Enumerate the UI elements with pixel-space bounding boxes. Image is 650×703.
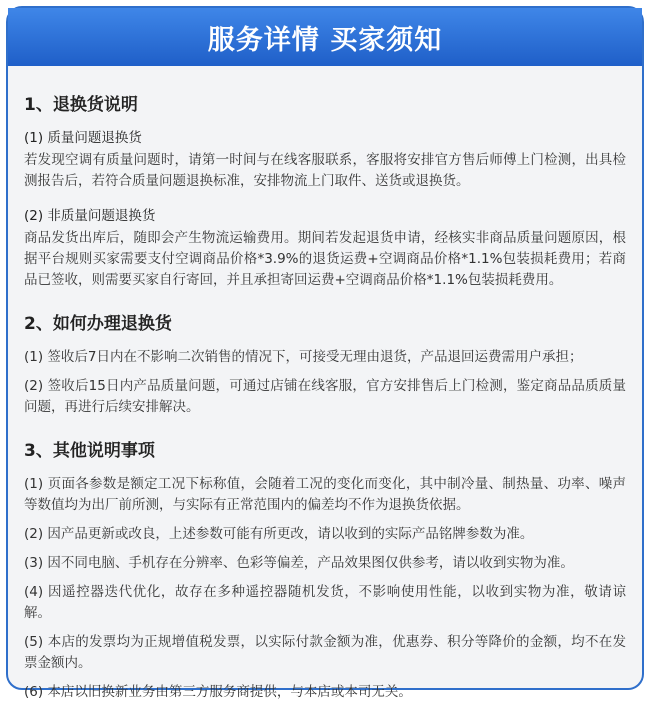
list-item: (4) 因遥控器迭代优化，故存在多种遥控器随机发货，不影响使用性能，以收到实物为准，敬请谅解。 [24,584,626,621]
header-banner [8,8,642,66]
section-return-policy [24,94,626,291]
section-other-notes [24,440,626,703]
list-item: (6) 本店以旧换新业务由第三方服务商提供，与本店或本司无关。 [24,684,412,700]
list-item: (2) 因产品更新或改良，上述参数可能有所更改，请以收到的实际产品铭牌参数为准。 [24,526,534,542]
list-item: (5) 本店的发票均为正规增值税发票，以实际付款金额为准，优惠券、积分等降价的金额，均不在发票金额内。 [24,634,626,671]
list-item: (1) 签收后7日内在不影响二次销售的情况下，可接受无理由退货，产品退回运费需用户承担； [24,349,583,365]
section-how-to-return [24,313,626,418]
section-title: 2、如何办理退换货 [24,314,172,334]
list-item: (1) 页面各参数是额定工况下标称值，会随着工况的变化而变化，其中制冷量、制热量、功率、噪声等数值均为出厂前所测，与实际有正常范围内的偏差均不作为退换货依据。 [24,476,626,513]
list-item: (2) 签收后15日内产品质量问题，可通过店铺在线客服，官方安排售后上门检测，鉴定商品品质质量问题，再进行后续安排解决。 [24,378,626,415]
subsection-text: 若发现空调有质量问题时，请第一时间与在线客服联系，客服将安排官方售后师傅上门检测，出具检测报告后，若符合质量问题退换标准，安排物流上门取件、送货或退换货。 [24,152,626,189]
notice-content [8,66,642,703]
section-title: 3、其他说明事项 [24,441,155,461]
page-title: 服务详情 买家须知 [207,24,443,56]
section-title: 1、退换货说明 [24,95,138,115]
subsection-text: 商品发货出库后，随即会产生物流运输费用。期间若发起退货申请，经核实非商品质量问题原因，根据平台规则买家需要支付空调商品价格*3.9%的退货运费+空调商品价格*1.1%包装损耗费用；若商品已签收，则需要买家自行寄回，并且承担寄回运费+空调商品价格*1.1%包装损耗费用。 [24,230,626,288]
notice-card [6,6,644,700]
list-item: (3) 因不同电脑、手机存在分辨率、色彩等偏差，产品效果图仅供参考，请以收到实物为准。 [24,555,574,571]
subsection-title: (2) 非质量问题退换货 [24,208,156,224]
subsection-title: (1) 质量问题退换货 [24,130,142,146]
